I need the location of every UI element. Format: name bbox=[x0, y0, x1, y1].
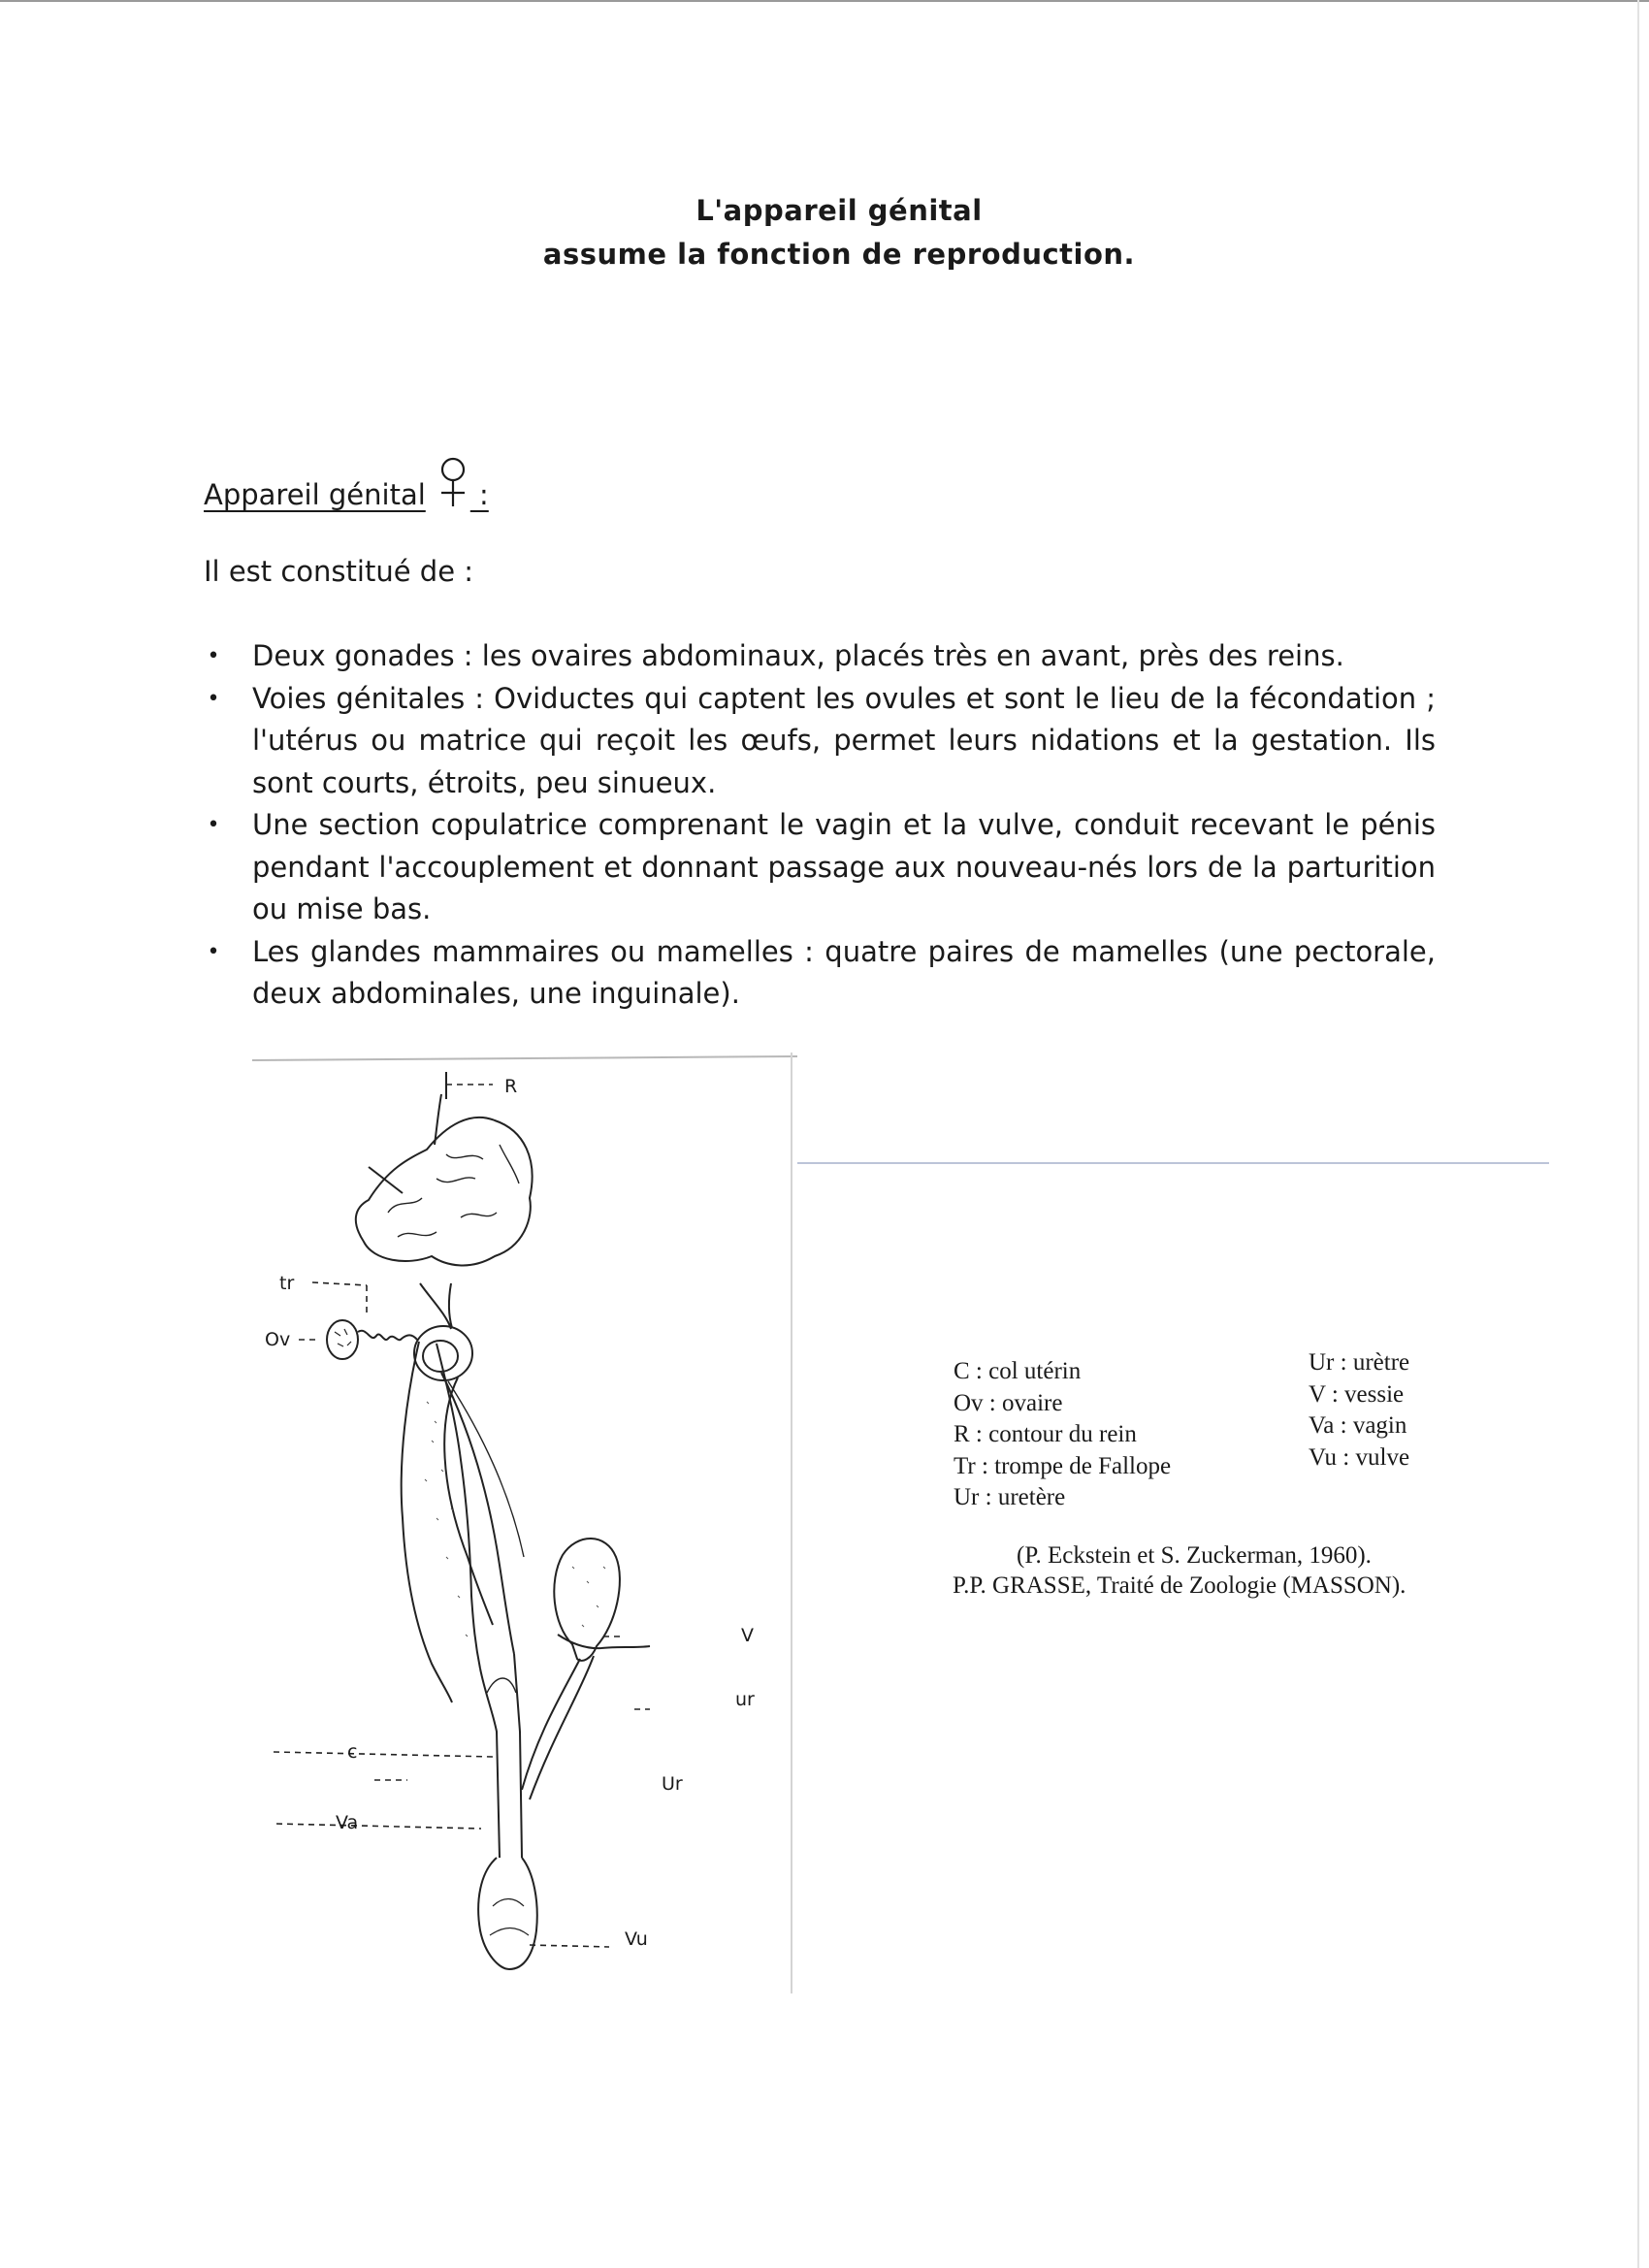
intro-text: Il est constitué de : bbox=[204, 555, 474, 588]
legend-entry: Ov : ovaire bbox=[954, 1389, 1063, 1416]
bullet-icon: • bbox=[207, 686, 220, 711]
bullet-icon: • bbox=[207, 644, 220, 668]
label-ur: ur bbox=[735, 1689, 755, 1710]
scan-top-edge bbox=[0, 0, 1649, 2]
female-symbol-icon bbox=[436, 456, 470, 510]
label-Vu: Vu bbox=[625, 1928, 648, 1950]
legend-entry: Vu : vulve bbox=[1309, 1443, 1410, 1471]
title-line-2: assume la fonction de reproduction. bbox=[542, 238, 1136, 271]
ovary-left bbox=[327, 1320, 358, 1359]
female-reproductive-tract-diagram bbox=[242, 1053, 805, 1993]
scan-right-edge bbox=[1637, 0, 1639, 2268]
label-Ov: Ov bbox=[265, 1329, 291, 1350]
list-item: • Deux gonades : les ovaires abdominaux, placés très en avant, près des reins. bbox=[204, 635, 1436, 678]
section-heading bbox=[204, 456, 489, 511]
legend-entry: Ur : urètre bbox=[1309, 1349, 1410, 1376]
uterine-horn-left bbox=[402, 1342, 452, 1702]
uterine-horn-right bbox=[420, 1377, 534, 1596]
label-V: V bbox=[741, 1625, 754, 1646]
legend-entry: V : vessie bbox=[1309, 1380, 1405, 1408]
bladder-shape bbox=[554, 1539, 620, 1661]
list-item: • Une section copulatrice comprenant le vagin et la vulve, conduit recevant le pénis pendant l'accouplement et donnant passage aux nouveau-nés lors de la parturition ou mise bas. bbox=[204, 804, 1436, 931]
bullet-icon: • bbox=[207, 939, 220, 964]
scan-divider-line bbox=[797, 1162, 1549, 1164]
kidney-shape bbox=[356, 1118, 533, 1266]
legend-entry: Va : vagin bbox=[1309, 1412, 1407, 1439]
document-title bbox=[0, 189, 1649, 276]
label-tr: tr bbox=[279, 1273, 295, 1294]
title-line-1: L'appareil génital bbox=[695, 194, 983, 227]
legend-entry: C : col utérin bbox=[954, 1358, 1082, 1384]
list-item: • Les glandes mammaires ou mamelles : quatre paires de mamelles (une pectorale, deux abdominales, une inguinale). bbox=[204, 931, 1436, 1016]
section-heading-text: Appareil génital : bbox=[204, 478, 489, 511]
legend-entry: R : contour du rein bbox=[954, 1421, 1137, 1447]
bullet-icon: • bbox=[207, 813, 220, 837]
legend-right bbox=[1309, 1347, 1409, 1474]
label-Va: Va bbox=[336, 1812, 359, 1833]
list-item: • Voies génitales : Oviductes qui captent les ovules et sont le lieu de la fécondation ; l'utérus ou matrice qui reçoit les œufs, permet leurs nidations et la gestation. Ils sont courts, étroits, peu sinueux. bbox=[204, 678, 1436, 805]
credit-source: P.P. GRASSE, Traité de Zoologie (MASSON). bbox=[953, 1572, 1406, 1599]
legend-entry: Ur : uretère bbox=[954, 1484, 1066, 1510]
credit-authors: (P. Eckstein et S. Zuckerman, 1960). bbox=[1017, 1542, 1372, 1569]
component-list bbox=[204, 635, 1436, 1016]
legend-entry: Tr : trompe de Fallope bbox=[954, 1452, 1172, 1479]
label-R: R bbox=[504, 1076, 518, 1097]
legend-left bbox=[954, 1356, 1171, 1514]
label-Ur: Ur bbox=[662, 1773, 683, 1795]
label-c: c bbox=[347, 1741, 358, 1763]
